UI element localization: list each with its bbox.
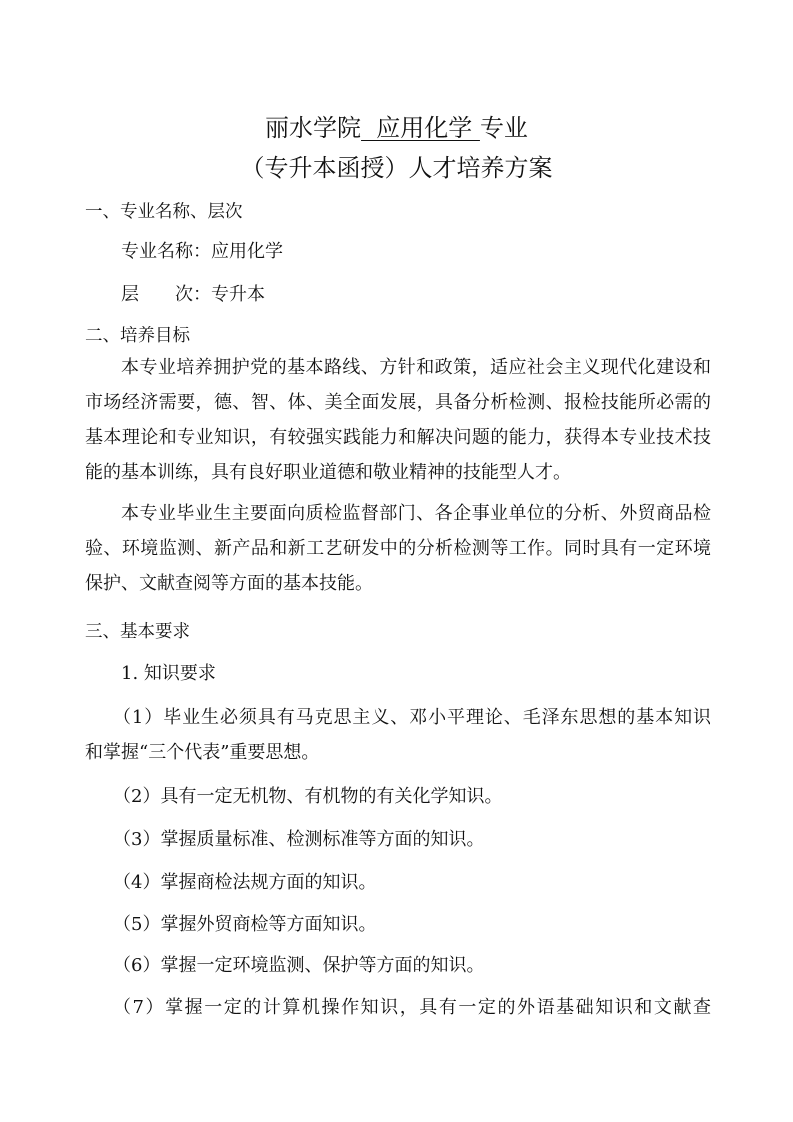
paragraph-line: 本专业毕业生主要面向质检监督部门、各企事业单位的分析、外贸商品检 xyxy=(121,503,711,524)
title-prefix: 丽水学院 xyxy=(265,114,362,142)
title-major: 应用化学 xyxy=(361,114,480,142)
paragraph-line: 本专业培养拥护党的基本路线、方针和政策，适应社会主义现代化建设和 xyxy=(121,357,711,378)
paragraph-line: 保护、文献查阅等方面的基本技能。 xyxy=(85,573,373,594)
section-heading: 一、专业名称、层次 xyxy=(85,202,243,222)
list-item: （3）掌握质量标准、检测标准等方面的知识。 xyxy=(113,829,485,850)
paragraph-line: 基本理论和专业知识，有较强实践能力和解决问题的能力，获得本专业技术技 xyxy=(85,427,711,448)
list-item: （5）掌握外贸商检等方面知识。 xyxy=(113,914,377,935)
title-suffix: 专业 xyxy=(479,114,528,142)
list-item: （1）毕业生必须具有马克思主义、邓小平理论、毛泽东思想的基本知识 xyxy=(113,707,711,728)
document-subtitle: （专升本函授）人才培养方案 xyxy=(240,154,553,182)
subsection-heading: 1. 知识要求 xyxy=(121,663,216,684)
section-heading: 三、基本要求 xyxy=(85,622,190,642)
paragraph-line: 能的基本训练，具有良好职业道德和敬业精神的技能型人才。 xyxy=(85,462,571,483)
list-item: （7）掌握一定的计算机操作知识，具有一定的外语基础知识和文献查 xyxy=(113,997,711,1018)
section-heading: 二、培养目标 xyxy=(85,326,190,346)
list-item: （4）掌握商检法规方面的知识。 xyxy=(113,872,377,893)
list-item: （2）具有一定无机物、有机物的有关化学知识。 xyxy=(113,786,503,807)
paragraph-line: 市场经济需要，德、智、体、美全面发展，具备分析检测、报检技能所必需的 xyxy=(85,392,711,413)
paragraph-line: 专业名称：应用化学 xyxy=(121,241,283,262)
paragraph-line: 验、环境监测、新产品和新工艺研发中的分析检测等工作。同时具有一定环境 xyxy=(85,538,711,559)
list-item-continuation: 和掌握“三个代表”重要思想。 xyxy=(85,742,320,763)
list-item: （6）掌握一定环境监测、保护等方面的知识。 xyxy=(113,955,485,976)
paragraph-line: 层 次：专升本 xyxy=(121,284,265,305)
document-title xyxy=(0,113,793,143)
